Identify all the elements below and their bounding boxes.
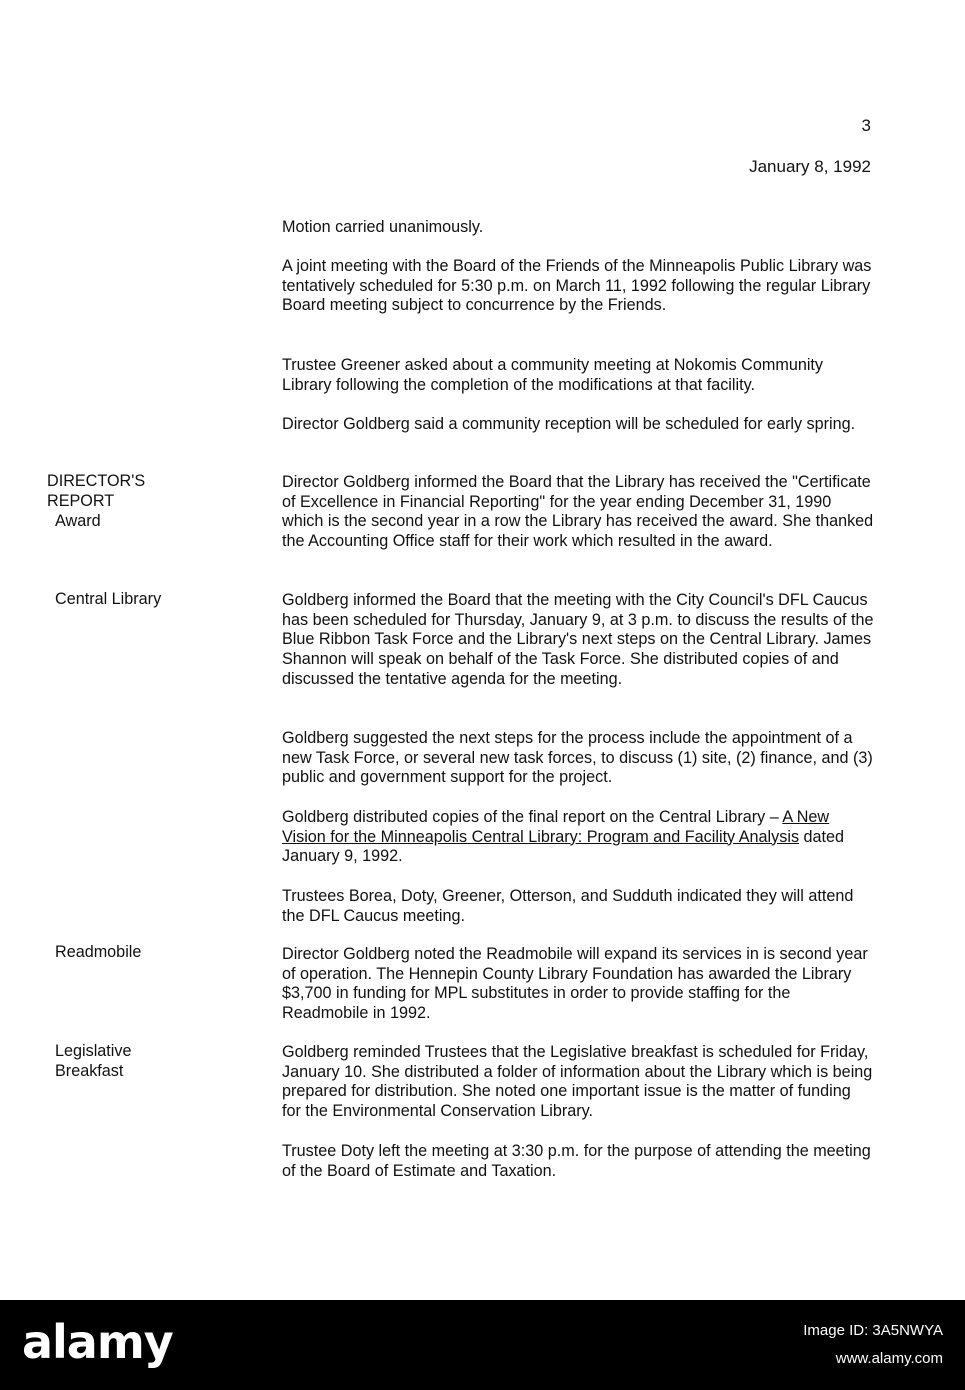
paragraph-legislative: Goldberg reminded Trustees that the Legislative breakfast is scheduled for Friday, January 10. She distributed a folder of information about the Library which is being prepared for distribution. She noted one important issue is the matter of funding for the Environmental Conservation Library.	[282, 1043, 873, 1121]
directors-report-line1: DIRECTOR'S	[47, 472, 146, 490]
final-report-prefix: Goldberg distributed copies of the final report on the Central Library –	[282, 808, 783, 826]
image-id: Image ID: 3A5NWYA	[803, 1322, 943, 1339]
paragraph-readmobile: Director Goldberg noted the Readmobile will expand its services in is second year of operation. The Hennepin County Library Foundation has awarded the Library $3,700 in funding for MPL substitutes in order to provide staffing for the Readmobile in 1992.	[282, 945, 868, 1023]
paragraph-greener-question: Trustee Greener asked about a community meeting at Nokomis Community Library following the completion of the modifications at that facility.	[282, 356, 824, 394]
report-title: A New Vision for the Minneapolis Central Library: Program and Facility Analysis	[282, 808, 830, 846]
paragraph-certificate: Director Goldberg informed the Board that the Library has received the "Certificate of Excellence in Financial Reporting" for the year ending December 31, 1990 which is the second year in a row the Library has received the award. She thanked the Accounting Office staff for their work which resulted in the award.	[282, 473, 874, 551]
paragraph-next-steps: Goldberg suggested the next steps for the process include the appointment of a new Task Force, or several new task forces, to discuss (1) site, (2) finance, and (3) public and government support for the project.	[282, 729, 873, 787]
readmobile-heading: Readmobile	[55, 943, 142, 961]
paragraph-final-report	[282, 808, 874, 867]
legislative-line1: Legislative	[55, 1042, 132, 1060]
document-date: January 8, 1992	[749, 157, 871, 176]
paragraph-joint-meeting: A joint meeting with the Board of the Friends of the Minneapolis Public Library was tentatively scheduled for 5:30 p.m. on March 11, 1992 following the regular Library Board meeting subject to concurrence by the Friends.	[282, 257, 872, 315]
paragraph-motion: Motion carried unanimously.	[282, 218, 484, 236]
paragraph-community-reception: Director Goldberg said a community reception will be scheduled for early spring.	[282, 415, 856, 433]
award-heading: Award	[55, 512, 101, 530]
paragraph-doty-left: Trustee Doty left the meeting at 3:30 p.m. for the purpose of attending the meeting of the Board of Estimate and Taxation.	[282, 1142, 871, 1180]
page-number: 3	[861, 116, 871, 135]
paragraph-trustees-attend: Trustees Borea, Doty, Greener, Otterson, and Sudduth indicated they will attend the DFL Caucus meeting.	[282, 887, 854, 925]
central-library-heading: Central Library	[55, 590, 162, 608]
directors-report-heading	[47, 472, 145, 511]
paragraph-dfl-caucus: Goldberg informed the Board that the meeting with the City Council's DFL Caucus has been scheduled for Thursday, January 9, at 3 p.m. to discuss the results of the Blue Ribbon Task Force and the Library's next steps on the Central Library. James Shannon will speak on behalf of the Task Force. She distributed copies of and discussed the tentative agenda for the meeting.	[282, 591, 874, 688]
watermark-url: www.alamy.com	[835, 1350, 943, 1367]
final-report-suffix: dated January 9, 1992.	[282, 827, 845, 866]
alamy-logo: alamy	[22, 1315, 173, 1369]
legislative-breakfast-heading	[55, 1042, 132, 1081]
directors-report-line2: REPORT	[47, 491, 115, 510]
legislative-line2: Breakfast	[55, 1061, 124, 1080]
